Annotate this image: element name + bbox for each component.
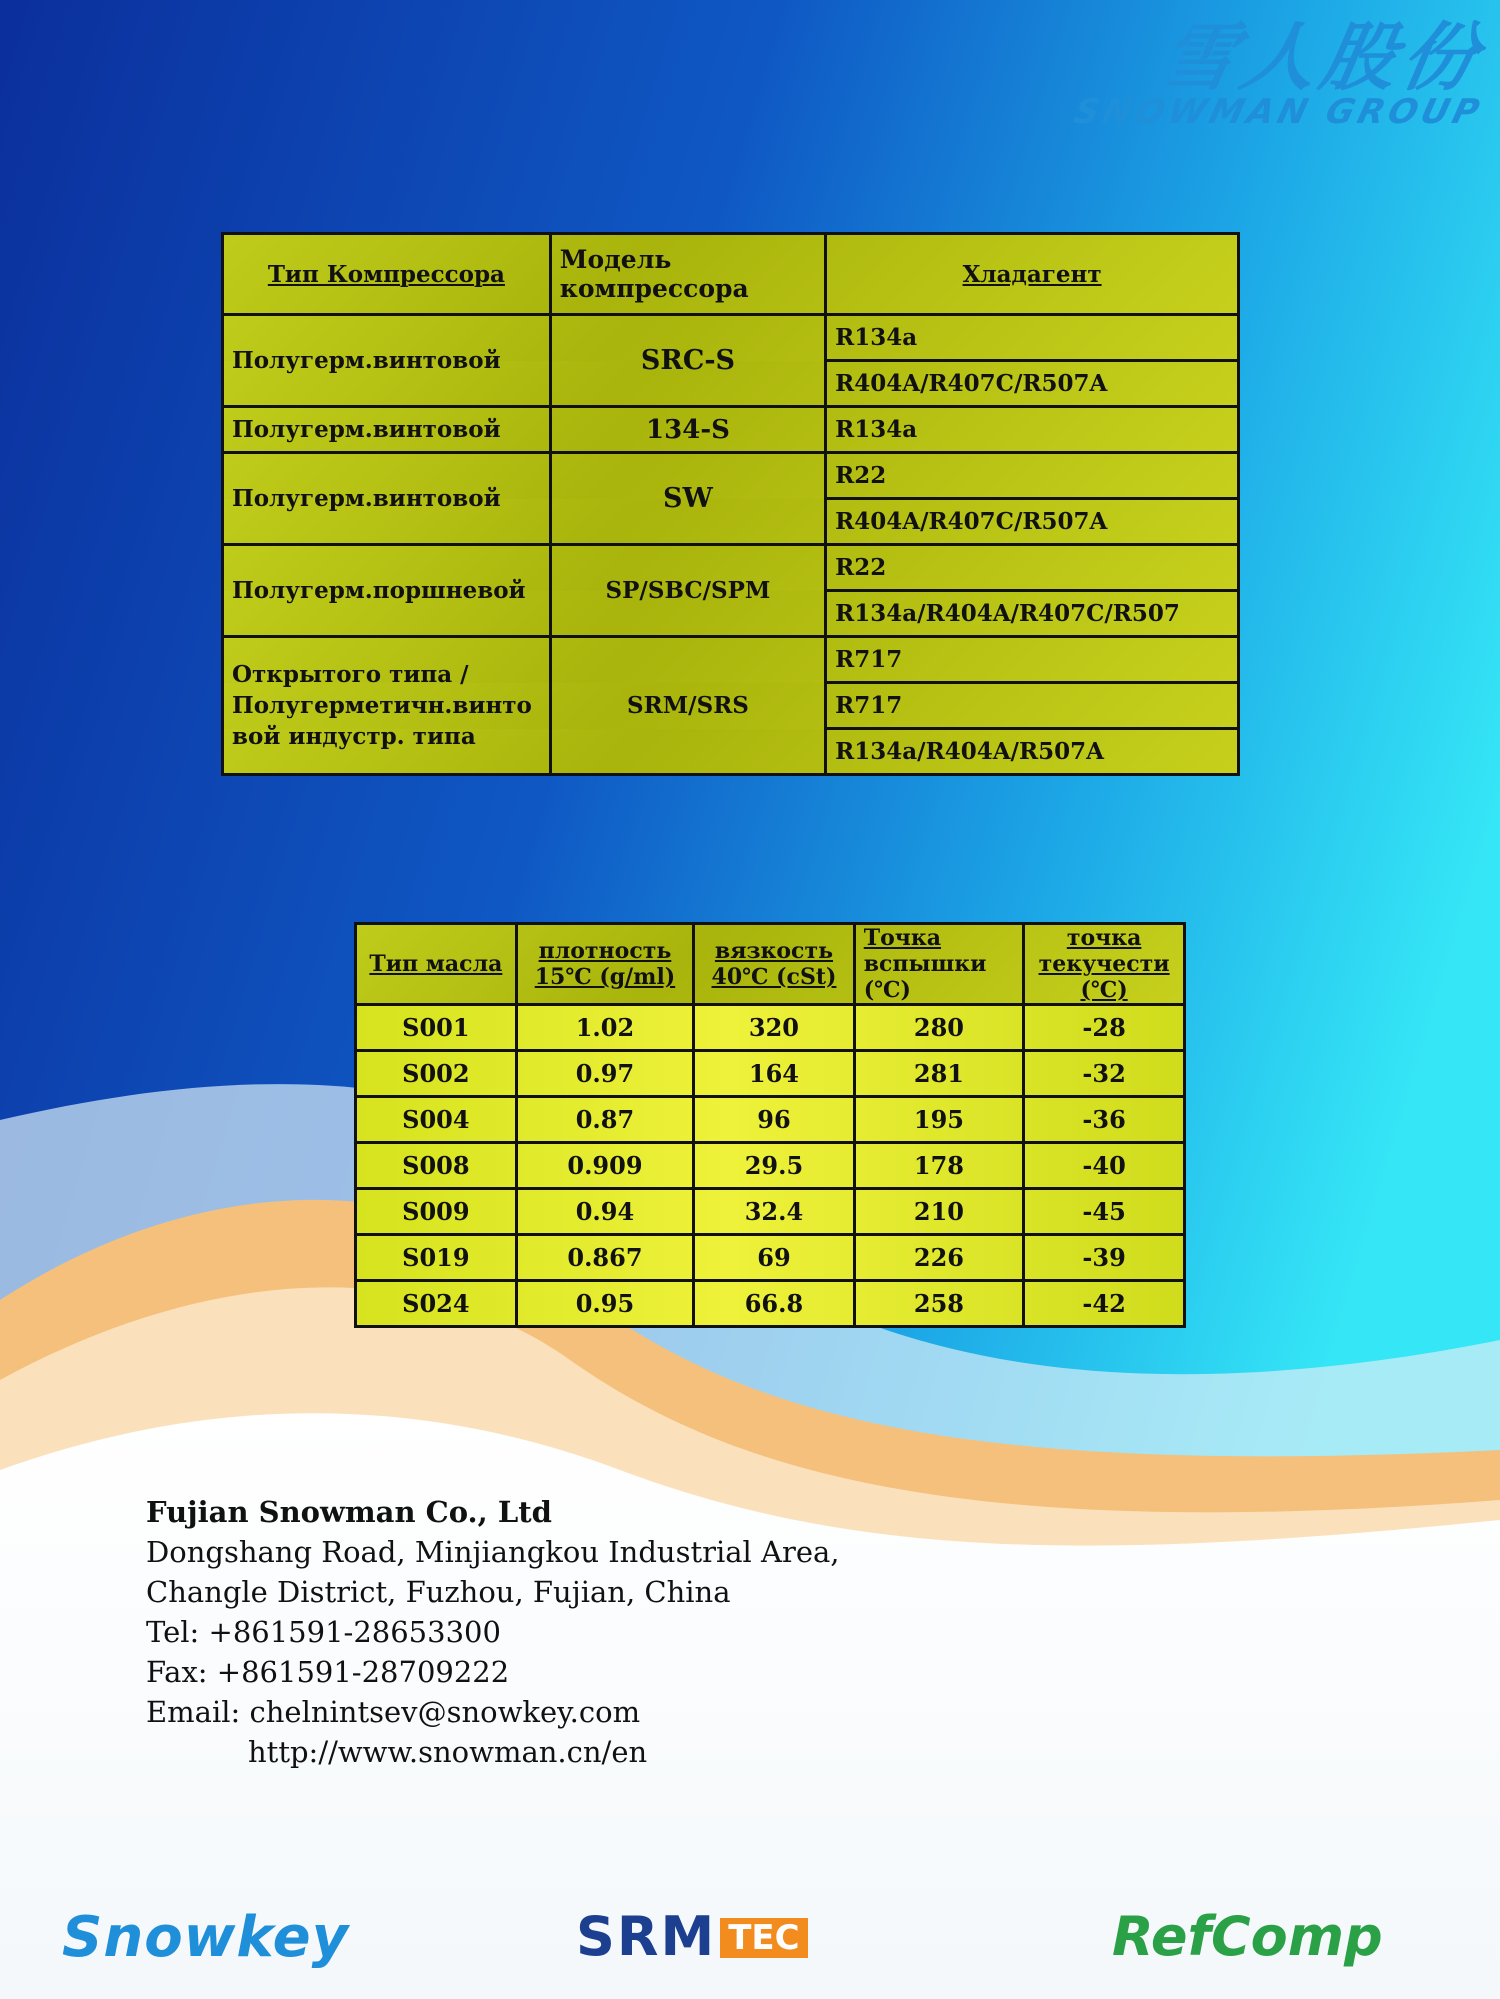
compressor-model-cell: 134-S — [550, 407, 825, 453]
table-row — [356, 1143, 1185, 1189]
density-cell: 0.97 — [516, 1051, 693, 1097]
pour-point-cell: -39 — [1024, 1235, 1185, 1281]
company-name: Fujian Snowman Co., Ltd — [146, 1495, 552, 1529]
viscosity-cell: 29.5 — [694, 1143, 855, 1189]
pour-point-cell: -40 — [1024, 1143, 1185, 1189]
header-viscosity-line2: 40℃ (cSt) — [711, 964, 837, 990]
snowman-group-logo — [962, 15, 1490, 132]
header-pour-line1: точка — [1066, 925, 1142, 951]
header-flash-line1: Точка — [863, 925, 942, 951]
oil-properties-table — [354, 922, 1186, 1328]
header-density — [516, 924, 693, 1005]
contact-block — [146, 1492, 1046, 1772]
table-row — [223, 637, 1239, 683]
flash-point-cell: 195 — [854, 1097, 1023, 1143]
compressor-type-cell: Открытого типа / Полугерметичн.винто вой индустр. типа — [223, 637, 551, 775]
logo-chinese-text: 雪人股份 — [1154, 15, 1490, 101]
header-flash-line2: вспышки (℃) — [863, 951, 987, 1003]
table-row — [223, 453, 1239, 499]
tec-logo-text: TEC — [720, 1918, 807, 1958]
table-row — [223, 407, 1239, 453]
flash-point-cell: 178 — [854, 1143, 1023, 1189]
compressor-table-header — [223, 234, 1239, 315]
table-row — [223, 315, 1239, 361]
oil-type-cell: S024 — [356, 1281, 517, 1327]
refrigerant-cell: R22 — [826, 453, 1239, 499]
header-flash-point — [854, 924, 1023, 1005]
viscosity-cell: 66.8 — [694, 1281, 855, 1327]
viscosity-cell: 96 — [694, 1097, 855, 1143]
header-compressor-model: Модель компрессора — [550, 234, 825, 315]
table-row — [356, 1051, 1185, 1097]
email-address[interactable]: Email: chelnintsev@snowkey.com — [146, 1695, 641, 1729]
pour-point-cell: -45 — [1024, 1189, 1185, 1235]
density-cell: 0.94 — [516, 1189, 693, 1235]
density-cell: 0.867 — [516, 1235, 693, 1281]
pour-point-cell: -36 — [1024, 1097, 1185, 1143]
oil-type-cell: S008 — [356, 1143, 517, 1189]
compressor-type-cell: Полугерм.поршневой — [223, 545, 551, 637]
flash-point-cell: 280 — [854, 1005, 1023, 1051]
header-pour-point — [1024, 924, 1185, 1005]
density-cell: 1.02 — [516, 1005, 693, 1051]
compressor-model-cell: SP/SBC/SPM — [550, 545, 825, 637]
address-line-1: Dongshang Road, Minjiangkou Industrial Area, — [146, 1535, 840, 1569]
pour-point-cell: -42 — [1024, 1281, 1185, 1327]
address-line-2: Changle District, Fuzhou, Fujian, China — [146, 1575, 731, 1609]
website-link[interactable]: http://www.snowman.cn/en — [248, 1735, 648, 1769]
refrigerant-cell: R404A/R407C/R507A — [826, 499, 1239, 545]
refrigerant-cell: R134a/R404A/R407C/R507 — [826, 591, 1239, 637]
compressor-type-cell: Полугерм.винтовой — [223, 315, 551, 407]
compressor-table — [221, 232, 1240, 776]
table-row — [356, 1189, 1185, 1235]
viscosity-cell: 69 — [694, 1235, 855, 1281]
header-density-line1: плотность — [538, 938, 672, 964]
table-row — [356, 1005, 1185, 1051]
density-cell: 0.909 — [516, 1143, 693, 1189]
viscosity-cell: 32.4 — [694, 1189, 855, 1235]
header-compressor-type: Тип Компрессора — [223, 234, 551, 315]
refrigerant-cell: R717 — [826, 637, 1239, 683]
viscosity-cell: 164 — [694, 1051, 855, 1097]
oil-type-cell: S002 — [356, 1051, 517, 1097]
srm-logo-text: SRM — [576, 1905, 717, 1968]
pour-point-cell: -28 — [1024, 1005, 1185, 1051]
flash-point-cell: 281 — [854, 1051, 1023, 1097]
header-oil-type: Тип масла — [356, 924, 517, 1005]
compressor-type-cell: Полугерм.винтовой — [223, 407, 551, 453]
refrigerant-cell: R134a/R404A/R507A — [826, 729, 1239, 775]
srmtec-logo — [576, 1905, 808, 1968]
table-row — [356, 1097, 1185, 1143]
table-row — [356, 1235, 1185, 1281]
refrigerant-cell: R134a — [826, 315, 1239, 361]
phone-number: Tel: +861591-28653300 — [146, 1615, 501, 1649]
compressor-model-cell: SRM/SRS — [550, 637, 825, 775]
compressor-model-cell: SW — [550, 453, 825, 545]
pour-point-cell: -32 — [1024, 1051, 1185, 1097]
header-pour-line2: текучести (℃) — [1038, 951, 1170, 1003]
compressor-model-cell: SRC-S — [550, 315, 825, 407]
flash-point-cell: 210 — [854, 1189, 1023, 1235]
header-viscosity-line1: вязкость — [714, 938, 834, 964]
density-cell: 0.95 — [516, 1281, 693, 1327]
refrigerant-cell: R404A/R407C/R507A — [826, 361, 1239, 407]
snowkey-logo: Snowkey — [62, 1905, 350, 1970]
oil-type-cell: S009 — [356, 1189, 517, 1235]
fax-number: Fax: +861591-28709222 — [146, 1655, 510, 1689]
header-viscosity — [694, 924, 855, 1005]
table-row — [223, 545, 1239, 591]
header-density-line2: 15℃ (g/ml) — [534, 964, 676, 990]
flash-point-cell: 258 — [854, 1281, 1023, 1327]
flash-point-cell: 226 — [854, 1235, 1023, 1281]
header-refrigerant: Хладагент — [826, 234, 1239, 315]
oil-table-header — [356, 924, 1185, 1005]
refrigerant-cell: R717 — [826, 683, 1239, 729]
density-cell: 0.87 — [516, 1097, 693, 1143]
refcomp-logo: RefComp — [1112, 1905, 1383, 1968]
compressor-type-cell: Полугерм.винтовой — [223, 453, 551, 545]
oil-type-cell: S019 — [356, 1235, 517, 1281]
refrigerant-cell: R134a — [826, 407, 1239, 453]
oil-type-cell: S001 — [356, 1005, 517, 1051]
refrigerant-cell: R22 — [826, 545, 1239, 591]
logo-english-text: SNOWMAN GROUP — [1069, 92, 1487, 132]
oil-type-cell: S004 — [356, 1097, 517, 1143]
table-row — [356, 1281, 1185, 1327]
viscosity-cell: 320 — [694, 1005, 855, 1051]
